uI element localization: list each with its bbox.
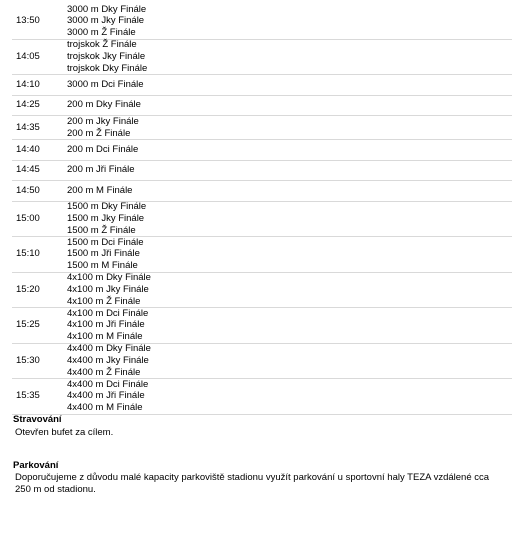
schedule-events	[67, 144, 512, 156]
schedule-row	[12, 40, 512, 76]
schedule-event: 200 m Dky Finále	[67, 99, 141, 111]
schedule-events	[67, 237, 512, 272]
schedule-events	[67, 185, 512, 197]
schedule-time: 14:45	[16, 164, 40, 176]
schedule-time: 14:40	[16, 143, 40, 155]
schedule-event: 3000 m Ž Finále	[67, 27, 136, 39]
schedule-time: 15:20	[16, 283, 40, 295]
schedule-events	[67, 379, 512, 414]
schedule-row	[12, 140, 512, 161]
schedule-event: 4x100 m M Finále	[67, 331, 143, 343]
schedule-time: 14:10	[16, 78, 40, 90]
schedule-event: 4x100 m Ž Finále	[67, 295, 141, 307]
schedule-row	[12, 379, 512, 415]
schedule-event: trojskok Ž Finále	[67, 39, 137, 51]
schedule-events	[67, 308, 512, 343]
schedule-events	[67, 39, 512, 74]
schedule-time: 14:35	[16, 121, 40, 133]
schedule-event: 4x400 m Jři Finále	[67, 390, 145, 402]
schedule-event: 3000 m Dky Finále	[67, 3, 147, 15]
schedule-events	[67, 272, 512, 307]
schedule-events	[67, 4, 512, 39]
schedule-time: 14:05	[16, 50, 40, 62]
schedule-event: 4x100 m Dci Finále	[67, 307, 149, 319]
schedule-event: 4x400 m Jky Finále	[67, 354, 149, 366]
schedule-row	[12, 161, 512, 182]
schedule-table	[12, 4, 512, 415]
schedule-event: 4x100 m Jři Finále	[67, 319, 145, 331]
schedule-time: 15:10	[16, 248, 40, 260]
stravovani-text: Otevřen bufet za cílem.	[15, 427, 114, 438]
schedule-event: 1500 m M Finále	[67, 260, 138, 272]
schedule-event: 1500 m Ž Finále	[67, 224, 136, 236]
schedule-row	[12, 96, 512, 117]
schedule-event: 200 m M Finále	[67, 184, 133, 196]
schedule-time: 15:00	[16, 212, 40, 224]
stravovani-heading: Stravování	[13, 414, 62, 425]
schedule-events	[67, 116, 512, 139]
schedule-row	[12, 181, 512, 202]
schedule-event: 1500 m Jři Finále	[67, 248, 140, 260]
schedule-event: trojskok Dky Finále	[67, 62, 148, 74]
schedule-time: 15:30	[16, 354, 40, 366]
schedule-row	[12, 116, 512, 140]
schedule-event: 4x100 m Jky Finále	[67, 283, 149, 295]
schedule-row	[12, 75, 512, 96]
schedule-event: 4x400 m M Finále	[67, 402, 143, 414]
parkovani-text: Doporučujeme z důvodu malé kapacity parkoviště stadionu využít parkování u sportovní haly TEZA vzdálené cca 250 m od stadionu.	[15, 472, 490, 495]
schedule-events	[67, 343, 512, 378]
schedule-event: 4x100 m Dky Finále	[67, 272, 151, 284]
schedule-time: 13:50	[16, 15, 40, 27]
schedule-events	[67, 99, 512, 111]
schedule-row	[12, 237, 512, 273]
schedule-event: 1500 m Dci Finále	[67, 236, 144, 248]
schedule-event: 200 m Dci Finále	[67, 143, 139, 155]
schedule-row	[12, 308, 512, 344]
schedule-event: 4x400 m Dky Finále	[67, 343, 151, 355]
schedule-time: 14:25	[16, 99, 40, 111]
parkovani-heading: Parkování	[13, 460, 59, 471]
schedule-row	[12, 273, 512, 309]
schedule-time: 15:25	[16, 319, 40, 331]
schedule-time: 14:50	[16, 184, 40, 196]
schedule-events	[67, 164, 512, 176]
schedule-event: 1500 m Jky Finále	[67, 212, 145, 224]
schedule-row	[12, 202, 512, 238]
schedule-events	[67, 201, 512, 236]
schedule-row	[12, 4, 512, 40]
schedule-event: 200 m Jři Finále	[67, 164, 135, 176]
schedule-event: trojskok Jky Finále	[67, 50, 146, 62]
schedule-event: 3000 m Dci Finále	[67, 78, 144, 90]
schedule-event: 200 m Jky Finále	[67, 115, 139, 127]
schedule-event: 3000 m Jky Finále	[67, 15, 145, 27]
schedule-event: 1500 m Dky Finále	[67, 201, 147, 213]
schedule-event: 200 m Ž Finále	[67, 127, 131, 139]
schedule-event: 4x400 m Ž Finále	[67, 366, 141, 378]
schedule-time: 15:35	[16, 390, 40, 402]
schedule-events	[67, 79, 512, 91]
schedule-event: 4x400 m Dci Finále	[67, 378, 149, 390]
schedule-row	[12, 344, 512, 380]
